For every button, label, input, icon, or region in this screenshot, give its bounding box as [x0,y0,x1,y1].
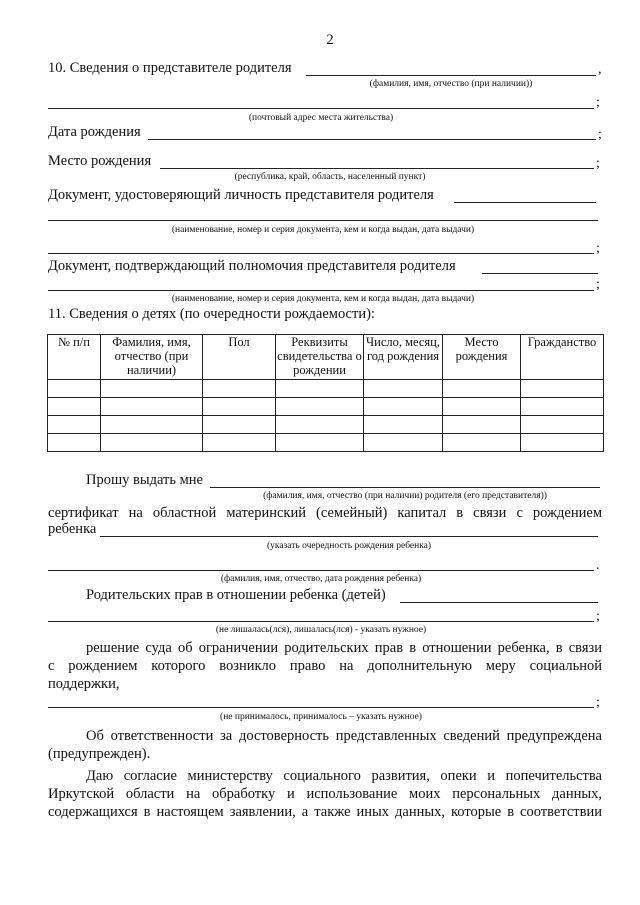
consent-text-1: Даю согласие министерству социального развития, опеки и попечительства [86,768,602,784]
page-number: 2 [326,32,334,48]
request-lead: Прошу выдать мне [86,472,203,488]
table-header-row [48,335,604,380]
table-cell[interactable] [364,380,443,398]
certificate-child-label: ребенка [48,521,97,537]
table-cell[interactable] [101,434,203,452]
identity-doc-line-1[interactable] [454,202,596,203]
table-cell[interactable] [521,416,604,434]
table-cell[interactable] [101,416,203,434]
table-cell[interactable] [48,434,101,452]
authority-doc-line-2[interactable] [48,290,594,291]
parental-rights-line-2[interactable] [48,621,594,622]
parental-rights-label: Родительских прав в отношении ребенка (детей) [86,587,386,603]
birth-place-label: Место рождения [48,153,152,169]
table-cell[interactable] [443,398,521,416]
comma: , [598,62,602,77]
caption-address: (почтовый адрес места жительства) [248,113,394,123]
section-10-title: 10. Сведения о представителе родителя [48,60,292,76]
col-header-citizenship: Гражданство [521,335,604,380]
table-cell[interactable] [48,398,101,416]
table-row [48,434,604,452]
certificate-text: сертификат на областной материнский (семейный) капитал в связи с рождением [48,505,602,521]
table-cell[interactable] [276,380,364,398]
col-header-birth-place: Место рождения [443,335,521,380]
col-header-certificate: Реквизиты свидетельства о рождении [276,335,364,380]
child-order-line[interactable] [100,536,598,537]
table-cell[interactable] [276,416,364,434]
caption-court: (не принималось, принималось – указать нужное) [220,712,422,722]
semicolon: ; [596,609,600,624]
semicolon: ; [598,127,602,142]
birth-date-label: Дата рождения [48,124,141,140]
table-cell[interactable] [101,380,203,398]
table-cell[interactable] [443,380,521,398]
table-cell[interactable] [364,434,443,452]
col-header-sex: Пол [203,335,276,380]
authority-doc-line-1[interactable] [482,273,598,274]
caption-fio: (фамилия, имя, отчество (при наличии)) [369,79,533,89]
semicolon: ; [596,156,600,171]
table-cell[interactable] [521,434,604,452]
caption-request-fio: (фамилия, имя, отчество (при наличии) родителя (его представителя)) [263,491,547,501]
table-cell[interactable] [521,398,604,416]
table-cell[interactable] [203,416,276,434]
table-cell[interactable] [364,416,443,434]
responsibility-text-1: Об ответственности за достоверность представленных сведений предупреждена [86,728,602,744]
caption-child: (фамилия, имя, отчество, дата рождения ребенка) [220,574,422,584]
semicolon: ; [596,695,600,710]
parental-rights-line-1[interactable] [400,602,598,603]
table-cell[interactable] [48,416,101,434]
identity-doc-label: Документ, удостоверяющий личность представителя родителя [48,187,434,203]
children-table [47,334,604,452]
table-cell[interactable] [276,434,364,452]
court-decision-line[interactable] [48,707,594,708]
caption-parental-rights: (не лишалась(лся), лишалась(лся) - указать нужное) [215,625,427,635]
child-info-line[interactable] [48,570,594,571]
court-text-2: с рождением которого возникло право на дополнительную меру социальной [48,658,602,674]
col-header-birth-date: Число, месяц, год рождения [364,335,443,380]
semicolon: ; [596,241,600,256]
table-cell[interactable] [203,434,276,452]
table-cell[interactable] [101,398,203,416]
caption-order: (указать очередность рождения ребенка) [266,541,432,551]
col-header-number: № п/п [48,335,101,380]
request-fio-line[interactable] [210,487,600,488]
semicolon: ; [596,95,600,110]
col-header-fio: Фамилия, имя, отчество (при наличии) [101,335,203,380]
representative-fio-line[interactable] [306,75,596,76]
table-cell[interactable] [48,380,101,398]
responsibility-text-2: (предупрежден). [48,746,151,762]
table-cell[interactable] [521,380,604,398]
table-row [48,416,604,434]
section-11-title: 11. Сведения о детях (по очередности рождаемости): [48,306,375,322]
identity-doc-line-2[interactable] [48,220,598,221]
table-cell[interactable] [364,398,443,416]
table-cell[interactable] [443,434,521,452]
table-cell[interactable] [203,380,276,398]
table-row [48,380,604,398]
consent-text-2: Иркутской области на обработку и использование моих персональных данных, [48,786,602,802]
table-cell[interactable] [203,398,276,416]
court-text-3: поддержки, [48,676,120,692]
semicolon: ; [596,277,600,292]
address-line[interactable] [48,108,594,109]
period: . [596,558,600,573]
caption-authority-doc: (наименование, номер и серия документа, кем и когда выдан, дата выдачи) [171,294,475,304]
authority-doc-label: Документ, подтверждающий полномочия представителя родителя [48,258,456,274]
identity-doc-line-3[interactable] [48,253,594,254]
table-row [48,398,604,416]
caption-identity-doc: (наименование, номер и серия документа, кем и когда выдан, дата выдачи) [171,225,475,235]
consent-text-3: содержащихся в настоящем заявлении, а также иных данных, которые в соответствии [48,804,602,820]
table-cell[interactable] [443,416,521,434]
birth-place-line[interactable] [160,168,594,169]
caption-birth-place: (республика, край, область, населенный пункт) [234,172,426,182]
table-cell[interactable] [276,398,364,416]
court-text-1: решение суда об ограничении родительских прав в отношении ребенка, в связи [86,640,602,656]
birth-date-line[interactable] [148,139,596,140]
